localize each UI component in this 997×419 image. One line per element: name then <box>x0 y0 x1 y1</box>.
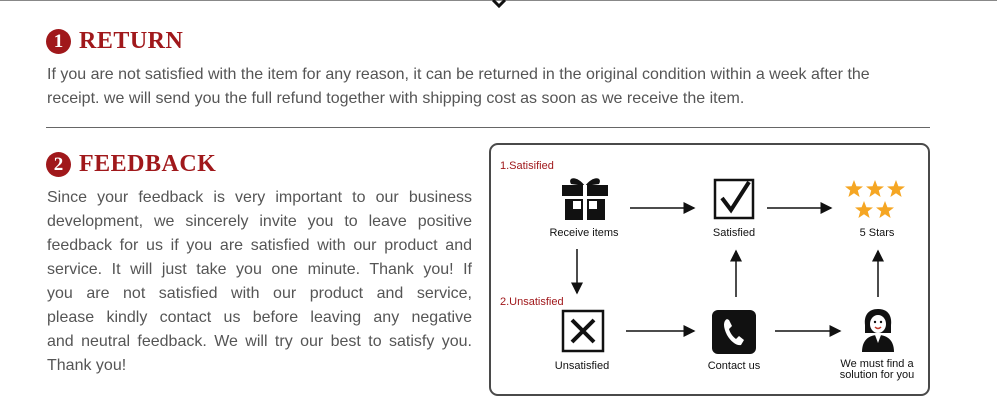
solution-label <box>832 359 922 381</box>
return-line: receipt. we will send you the full refund together with shipping cost as soon as we receive the item. <box>47 90 745 107</box>
feedback-line: feedback for us if you are satisfied with our product and <box>47 237 472 254</box>
satisfied-section-label: 1.Satisified <box>500 160 554 172</box>
gift-icon <box>559 173 611 221</box>
x-box-icon <box>561 309 605 353</box>
return-heading <box>46 28 183 55</box>
feedback-flow-diagram <box>489 143 930 396</box>
return-number-badge: 1 <box>46 29 71 54</box>
section-divider <box>46 127 930 128</box>
feedback-line: you are not satisfied with our product and service, <box>47 285 472 302</box>
chevron-down-icon <box>491 0 507 10</box>
feedback-line: and neutral feedback. We will try our best to satisfy you. <box>47 333 472 350</box>
satisfied-label: Satisfied <box>712 227 756 239</box>
solution-label-line: We must find a <box>840 358 914 370</box>
feedback-heading <box>46 151 216 178</box>
feedback-line: Thank you! <box>47 357 127 374</box>
return-title: RETURN <box>79 28 184 54</box>
feedback-line: please kindly contact us before leaving any negative <box>47 309 472 326</box>
contact-us-label: Contact us <box>707 360 761 372</box>
feedback-line: Since your feedback is very important to our business <box>47 189 472 206</box>
five-stars-label: 5 Stars <box>859 227 895 239</box>
feedback-line: service. It will just take you one minute. Thank you! If <box>47 261 472 278</box>
unsatisfied-label: Unsatisfied <box>554 360 610 372</box>
checkmark-box-icon <box>713 178 757 220</box>
feedback-number-badge: 2 <box>46 152 71 177</box>
return-paragraph <box>47 63 947 111</box>
feedback-line: development, we sincerely invite you to leave positive <box>47 213 472 230</box>
feedback-title: FEEDBACK <box>79 151 217 177</box>
feedback-paragraph <box>47 186 472 378</box>
return-line: If you are not satisfied with the item for any reason, it can be returned in the original condition within a week after the <box>47 66 870 83</box>
five-stars-icon <box>844 179 908 221</box>
unsatisfied-section-label: 2.Unsatisfied <box>500 296 564 308</box>
receive-items-label: Receive items <box>549 227 619 239</box>
support-person-icon <box>859 307 897 353</box>
solution-label-line: solution for you <box>839 369 915 381</box>
phone-icon <box>711 309 757 355</box>
